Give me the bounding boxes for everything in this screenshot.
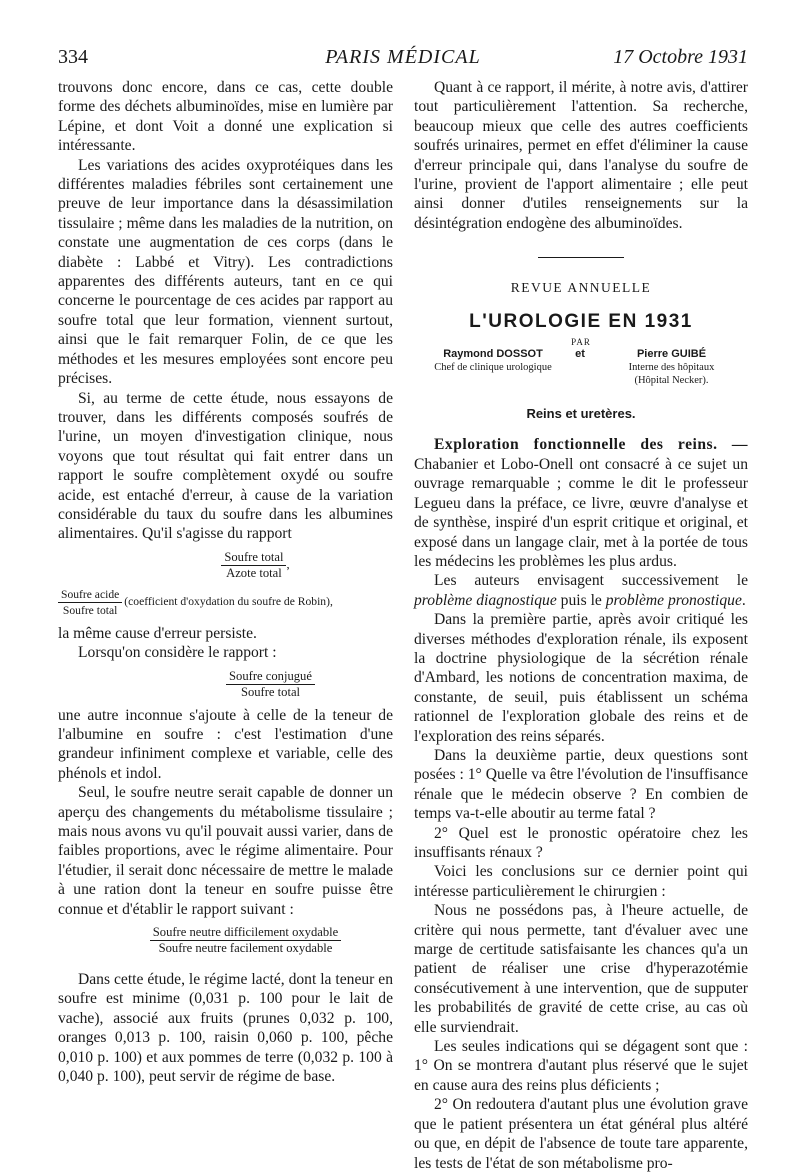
- author-dossot: [418, 348, 568, 374]
- paragraph-text: Chabanier et Lobo-Onell ont consacré à ce sujet un ouvrage remarquable ; comme le dit le professeur Legueu dans la préface, ce livre, œuvre d'analyse et de synthèse, inspiré d'un esprit critique et original, et exposé dans un langage clair, met à la portée de tous les médecins les problèmes les plus ardus.: [414, 455, 748, 570]
- author-conjunction: et: [575, 348, 585, 361]
- denominator: Soufre total: [62, 603, 118, 617]
- author-affiliation: (Hôpital Necker).: [634, 375, 709, 387]
- author-block: [414, 348, 748, 394]
- formula-neutral-sulfur-ratio: [58, 925, 393, 956]
- numerator: Soufre neutre difficilement oxydable: [150, 925, 341, 941]
- fraction: [150, 925, 341, 956]
- punctuation: ,: [286, 557, 290, 572]
- formula-conjugated-sulfur-ratio: [58, 669, 393, 700]
- paragraph: Si, au terme de cette étude, nous essayons de trouver, dans les différents composés soufrés de l'urine, un moyen d'investigation clinique, nous voyons que tout résultat qui fait entrer dans un rapport le soufre complètement oxydé ou soufre acide, est entaché d'erreur, à cause de la variation considérable du taux du soufre dans les albumines alimentaires. Qu'il s'agisse du rapport: [58, 389, 393, 543]
- run-in-heading: Exploration fonctionnelle des reins. —: [434, 436, 748, 454]
- numerator: Soufre acide: [58, 587, 122, 603]
- formula-sulfur-nitrogen-ratio: [58, 550, 393, 581]
- paragraph: Dans cette étude, le régime lacté, dont la teneur en soufre est minime (0,031 p. 100 pour le lait de vache), associé aux fruits (prunes 0,032 p. 100, oranges 0,013 p. 100, raisin 0,060 p. 100, pêche 0,010 p. 100) et aux pommes de terre (0,032 p. 100 à 0,040 p. 100), peut servir de régime de base.: [58, 971, 393, 1086]
- paragraph: Les seules indications qui se dégagent sont que : 1° On se montrera d'autant plus réservé que le sujet en cause aura des reins plus déficients ;: [414, 1038, 748, 1094]
- paragraph: Nous ne possédons pas, à l'heure actuelle, de critère qui nous permette, tant d'évaluer avec une marge de certitude satisfaisante les chances qu'a un patient de réaliser une crise d'hyperazotémie consécutivement à une intervention, que de supputer les probabilités de gravité de cette crise, au cas où elle surviendrait.: [414, 902, 748, 1036]
- section-label: REVUE ANNUELLE: [510, 280, 652, 296]
- denominator: Azote total: [226, 565, 282, 580]
- section-divider: [538, 257, 624, 258]
- author-name: Raymond DOSSOT: [443, 348, 543, 361]
- emphasis: problème diagnostique: [414, 591, 557, 609]
- left-column: [58, 78, 393, 1086]
- author-role: Chef de clinique urologique: [434, 362, 552, 374]
- byline-par: PAR: [571, 337, 591, 348]
- paragraph: Dans la première partie, après avoir critiqué les diverses méthodes d'exploration rénale, ils exposent la doctrine physiologique de la sécrétion rénale d'Ambard, les notions de concentration maxima, de constante, de seuil, puis établissent un schéma rationnel de l'exploration globale des reins et de l'exploration des reins séparés.: [414, 611, 748, 745]
- text: Les auteurs envisagent successivement le: [434, 572, 748, 590]
- author-name: Pierre GUIBÉ: [636, 348, 707, 361]
- formula-oxidation-coefficient: [58, 587, 393, 618]
- emphasis: problème pronostique: [605, 591, 742, 609]
- paragraph: Lorsqu'on considère le rapport :: [78, 644, 277, 662]
- denominator: Soufre total: [240, 684, 301, 699]
- text: puis le: [556, 591, 606, 609]
- fraction: [226, 669, 315, 700]
- journal-title: PARIS MÉDICAL: [325, 46, 481, 68]
- article-title: L'UROLOGIE EN 1931: [469, 310, 693, 332]
- right-column: [414, 78, 748, 1173]
- paragraph: [414, 571, 748, 610]
- paragraph: une autre inconnue s'ajoute à celle de la teneur de l'albumine en soufre : c'est l'estimation d'une grandeur infiniment complexe et variable, celle des phénols et indol.: [58, 706, 393, 782]
- paragraph: trouvons donc encore, dans ce cas, cette double forme des déchets albuminoïdes, mise en lumière par Lépine, et dont Voit a donné une explication si intéressante.: [58, 79, 393, 155]
- paragraph: 2° Quel est le pronostic opératoire chez les insuffisants rénaux ?: [414, 824, 748, 861]
- text: .: [741, 591, 746, 609]
- fraction: [58, 587, 122, 618]
- formula-note: (coefficient d'oxydation du soufre de Robin),: [124, 594, 333, 608]
- subsection-heading: Reins et uretères.: [526, 406, 636, 422]
- fraction: [221, 550, 286, 581]
- paragraph: Quant à ce rapport, il mérite, à notre avis, d'attirer tout particulièrement l'attention. Sa recherche, beaucoup mieux que celle des autres coefficients soufrés urinaires, permet en effet d'éliminer la cause d'erreur principale qui, dans l'analyse du soufre de l'urine, provient de l'apport alimentaire ; elle peut ainsi donner d'utiles renseignements sur la désintégration endogène des albuminoïdes.: [414, 79, 748, 232]
- numerator: Soufre total: [221, 550, 286, 566]
- author-role: Interne des hôpitaux: [628, 362, 715, 374]
- paragraph: Les variations des acides oxyprotéiques dans les différentes maladies fébriles sont certainement une preuve de leur importance dans la désassimilation tissulaire ; même dans les maladies de la nutrition, on constate une augmentation de ces corps (dans le diabète : Labbé et Vitry). Les contradictions apparentes des différents auteurs, tant en ce qui concerne le pourcentage de ces acides par rapport au soufre total que leur formation, viennent surtout, ainsi que le fait remarquer Folin, de ce que les méthodes et les mesures employées sont encore peu précises.: [58, 156, 393, 388]
- page-number: 334: [58, 46, 88, 68]
- paragraph: Seul, le soufre neutre serait capable de donner un aperçu des changements du métabolisme tissulaire ; mais nous avons vu qu'il pouvait aussi varier, dans de faibles proportions, avec le régime alimentaire. Pour l'étudier, il serait donc nécessaire de mettre le malade à une ration dont la teneur en soufre puisse être connue et d'établir le rapport suivant :: [58, 784, 393, 918]
- author-guibe: [599, 348, 744, 387]
- paragraph: 2° On redoutera d'autant plus une évolution grave que le patient présentera un état général plus altéré ou que, en dépit de l'absence de toute tare apparente, les tests de l'état de son métabolisme pro-: [414, 1096, 748, 1172]
- issue-date: 17 Octobre 1931: [613, 46, 748, 68]
- paragraph: Voici les conclusions sur ce dernier point qui intéresse particulièrement le chirurgien :: [414, 863, 748, 900]
- denominator: Soufre neutre facilement oxydable: [158, 941, 333, 956]
- paragraph: [414, 435, 748, 571]
- paragraph: Dans la deuxième partie, deux questions sont posées : 1° Quelle va être l'évolution de l'insuffisance rénale que le médecin observe ? En combien de temps va-t-elle aboutir au terme fatal ?: [414, 746, 748, 823]
- paragraph: la même cause d'erreur persiste.: [58, 624, 257, 642]
- numerator: Soufre conjugué: [226, 669, 315, 685]
- running-head: [58, 46, 748, 74]
